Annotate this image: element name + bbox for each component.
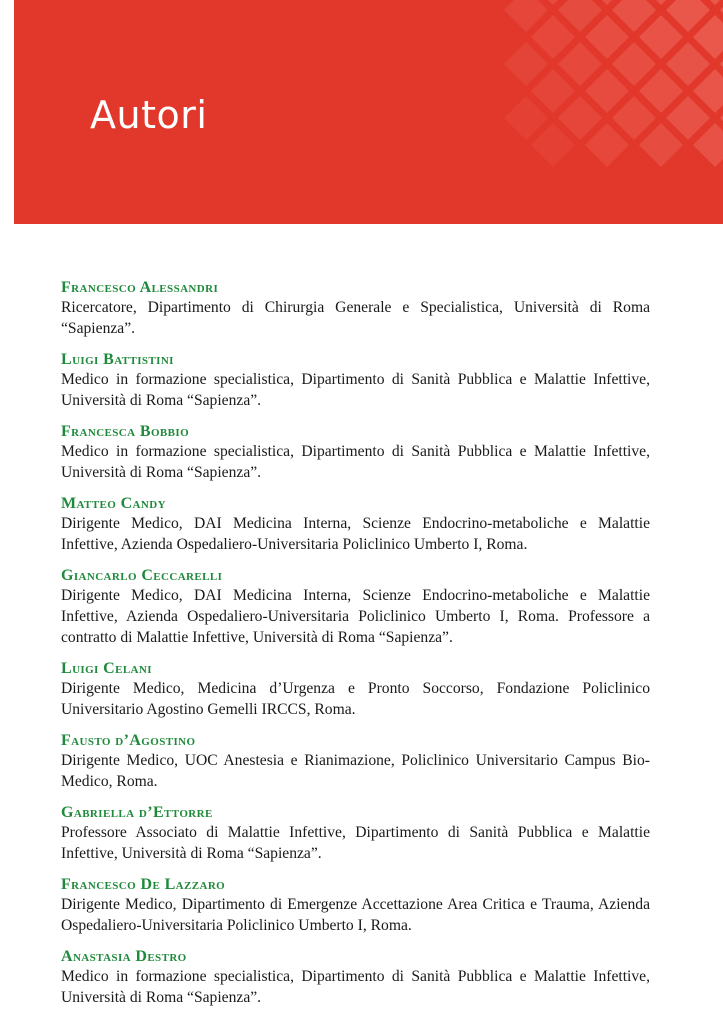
diamond-shape: [531, 123, 575, 167]
author-affiliation: Dirigente Medico, DAI Medicina Interna, Scienze Endocrino-metaboliche e Malattie Infettive, Azienda Ospedaliero-Universitaria Policlinico Umberto I, Roma. Professore a contratto di Malattie Infettive, Università di Roma “Sapienza”.: [61, 587, 650, 646]
author-entry: [61, 947, 650, 1008]
author-affiliation: Professore Associato di Malattie Infettive, Dipartimento di Sanità Pubblica e Malattie Infettive, Università di Roma “Sapienza”.: [61, 824, 650, 862]
author-entry: [61, 278, 650, 339]
diamond-shape: [531, 69, 575, 113]
author-name: Fausto d’Agostino: [61, 732, 196, 749]
author-affiliation: Dirigente Medico, Medicina d’Urgenza e Pronto Soccorso, Fondazione Policlinico Universitario Agostino Gemelli IRCCS, Roma.: [61, 680, 650, 718]
author-name: Luigi Battistini: [61, 351, 174, 368]
diamond-shape: [585, 123, 629, 167]
diamond-shape: [558, 96, 602, 140]
author-name: Anastasia Destro: [61, 948, 187, 965]
diamond-shape: [504, 96, 548, 140]
author-affiliation: Medico in formazione specialistica, Dipartimento di Sanità Pubblica e Malattie Infettive, Università di Roma “Sapienza”.: [61, 443, 650, 481]
diamond-shape: [612, 42, 656, 86]
author-name: Giancarlo Ceccarelli: [61, 567, 223, 584]
author-name: Francesco Alessandri: [61, 279, 219, 296]
diamond-shape: [639, 69, 683, 113]
author-name: Matteo Candy: [61, 495, 166, 512]
author-entry: [61, 566, 650, 648]
diamond-shape: [585, 69, 629, 113]
author-name: Francesca Bobbio: [61, 423, 190, 440]
header-banner: [14, 0, 723, 224]
author-name: Luigi Celani: [61, 660, 152, 677]
diamond-shape: [639, 123, 683, 167]
diamond-shape: [612, 96, 656, 140]
author-affiliation: Medico in formazione specialistica, Dipartimento di Sanità Pubblica e Malattie Infettive, Università di Roma “Sapienza”.: [61, 968, 650, 1006]
diamond-shape: [585, 15, 629, 59]
diamond-shape: [639, 15, 683, 59]
author-entry: [61, 803, 650, 864]
author-entry: [61, 494, 650, 555]
diamond-shape: [558, 42, 602, 86]
diamond-shape: [531, 15, 575, 59]
author-entry: [61, 731, 650, 792]
author-entry: [61, 659, 650, 720]
diamond-shape: [504, 42, 548, 86]
author-entry: [61, 875, 650, 936]
author-name: Francesco De Lazzaro: [61, 876, 226, 893]
author-affiliation: Medico in formazione specialistica, Dipartimento di Sanità Pubblica e Malattie Infettive, Università di Roma “Sapienza”.: [61, 371, 650, 409]
diamond-shape: [666, 96, 710, 140]
diamond-shape: [666, 42, 710, 86]
author-affiliation: Dirigente Medico, Dipartimento di Emergenze Accettazione Area Critica e Trauma, Azienda Ospedaliero-Universitaria Policlinico Umberto I, Roma.: [61, 896, 650, 934]
author-name: Gabriella d’Ettorre: [61, 804, 213, 821]
page-title: Autori: [90, 93, 208, 137]
author-list: [61, 278, 650, 1019]
author-affiliation: Dirigente Medico, DAI Medicina Interna, Scienze Endocrino-metaboliche e Malattie Infettive, Azienda Ospedaliero-Universitaria Policlinico Umberto I, Roma.: [61, 515, 650, 553]
author-affiliation: Dirigente Medico, UOC Anestesia e Rianimazione, Policlinico Universitario Campus Bio-Medico, Roma.: [61, 752, 650, 790]
author-entry: [61, 422, 650, 483]
author-entry: [61, 350, 650, 411]
author-affiliation: Ricercatore, Dipartimento di Chirurgia Generale e Specialistica, Università di Roma “Sapienza”.: [61, 299, 650, 337]
